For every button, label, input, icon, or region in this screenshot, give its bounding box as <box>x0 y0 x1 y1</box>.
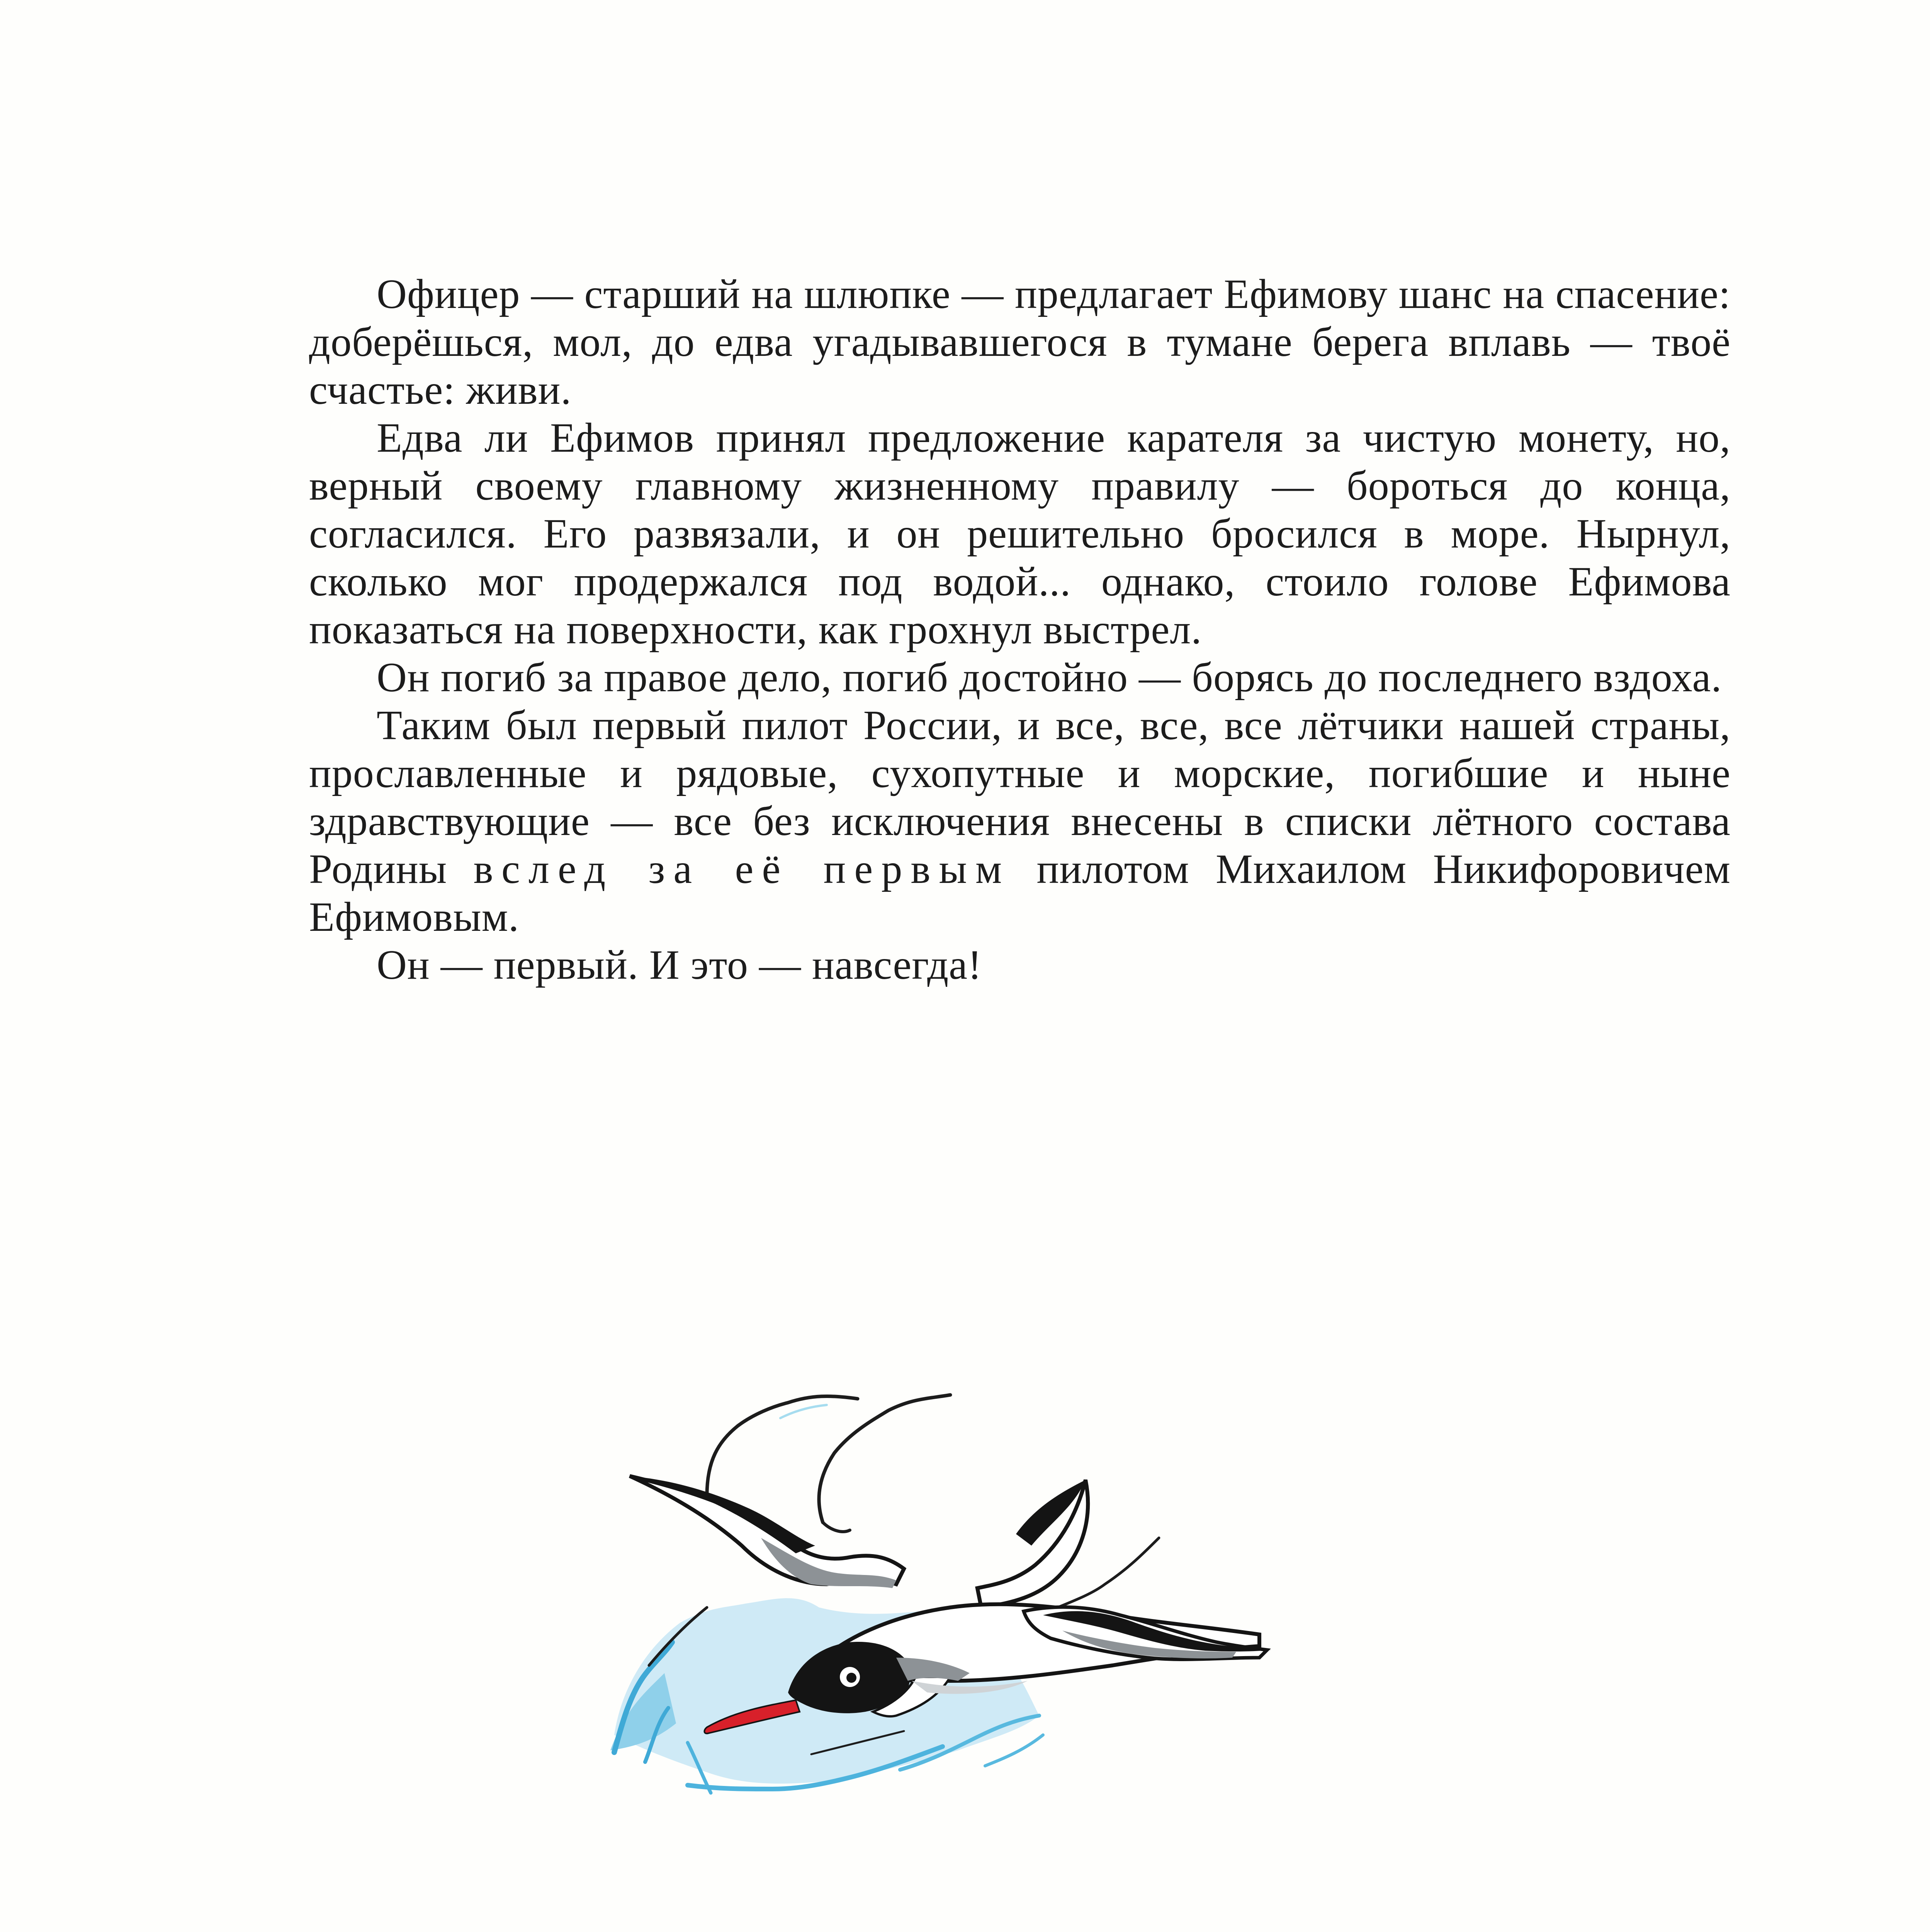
water-splash <box>610 1395 1159 1793</box>
paragraph-4 <box>309 702 1731 941</box>
seagull-illustration <box>579 1275 1545 1893</box>
paragraph-4-spaced-text: вслед за её первым <box>473 846 1011 892</box>
main-text <box>309 270 1731 989</box>
paragraph-5: Он — первый. И это — навсегда! <box>377 942 982 988</box>
paragraph-4-end: пилотом Михаилом Никифоровичем Ефимовым. <box>309 846 1731 940</box>
paragraph-2: Едва ли Ефимов принял предложение карателя за чистую монету, но, верный своему главному жизненному правилу — бороться до конца, согласился. Его развязали, и он решительно бросился в море. Нырнул, сколько мог продержался под водой... однако, стоило голове Ефимова показаться на поверхности, как грохнул выстрел. <box>309 415 1731 653</box>
paragraph-3: Он погиб за правое дело, погиб достойно — борясь до последнего вздоха. <box>377 655 1722 701</box>
paragraph-1: Офицер — старший на шлюпке — предлагает Ефимову шанс на спасение: доберёшься, мол, до едва угадывавшегося в тумане берега вплавь — твоё счастье: живи. <box>309 271 1731 413</box>
paragraph-4-start: Таким был первый пилот России, и все, все, все лётчики нашей страны, прославленные и рядовые, сухопутные и морские, погибшие и ныне здравствующие — все без исключения внесены в списки лётного состава Родины <box>309 702 1731 892</box>
